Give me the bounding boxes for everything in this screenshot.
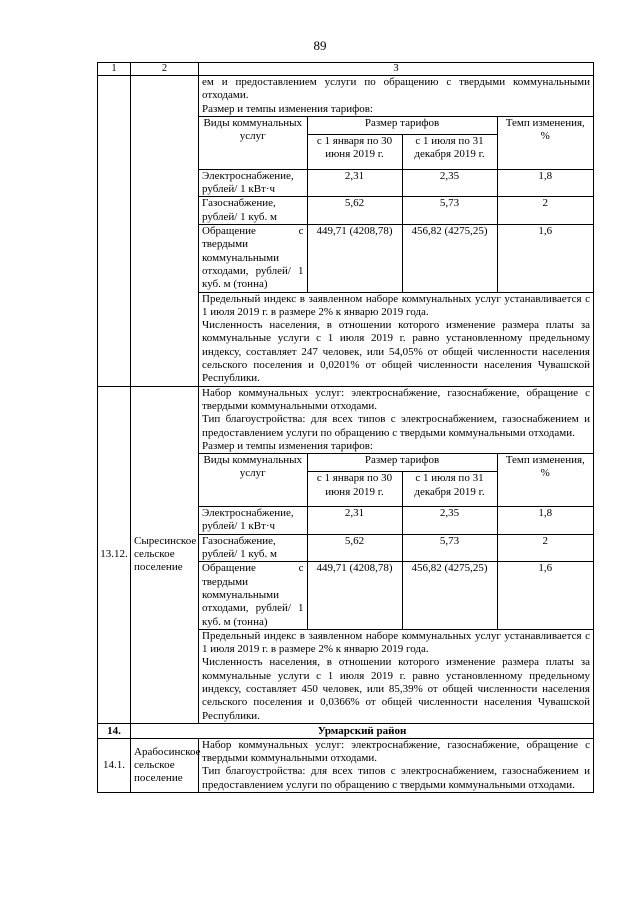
col-header-1: 1 [98,63,131,76]
block2-limit-index: Предельный индекс в заявленном наборе коммунальных услуг устанавливается с 1 июля 2019 г. в размере 2% к январю 2019 года. [202,629,590,656]
tariff-head-period2: с 1 июля по 31 декабря 2019 г. [402,472,497,507]
tariff-head-period1: с 1 января по 30 июня 2019 г. [307,134,402,169]
col-header-3: 3 [199,63,594,76]
block-13-12 [98,386,594,723]
row-number: 14.1. [98,738,131,792]
block1-limit-index: Предельный индекс в заявленном наборе коммунальных услуг устанавливается с 1 июля 2019 г. в размере 2% к январю 2019 года. [202,292,590,318]
section-number: 14. [98,723,131,738]
settlement-name: Арабосинское сельское поселение [131,738,199,792]
block1-tariff-table [199,116,593,293]
tariff-row: Газоснабжение, рублей/ 1 куб. м 5,62 5,73 2 [199,534,593,562]
block2-set: Набор коммунальных услуг: электроснабжение, газоснабжение, обращение с твердыми коммунальными отходами. [202,386,590,412]
section-14-row [98,723,594,738]
tariff-head-rate: Темп изменения, % [497,454,593,507]
column-header-row [98,63,594,76]
block3-set: Набор коммунальных услуг: электроснабжение, газоснабжение, обращение с твердыми коммунальными отходами. [202,738,590,765]
col-header-2: 2 [131,63,199,76]
tariff-row: Газоснабжение, рублей/ 1 куб. м 5,62 5,73 2 [199,197,593,225]
block2-tariffs-title: Размер и темпы изменения тарифов: [202,439,373,452]
block1-tariffs-title: Размер и темпы изменения тарифов: [202,102,373,115]
tariff-head-size: Размер тарифов [307,454,497,472]
main-table [97,62,594,793]
row-number: 13.12. [98,386,131,723]
block1-population: Численность населения, в отношении которого изменение размера платы за коммунальные услуги с 1 июля 2019 г. равно установленному предельному индексу, составляет 247 человек, или 54,05% от общей численности населения сельского поселения и 0,0201% от общей численности населения Чувашской Республики. [202,319,590,385]
block1-intro: ем и предоставлением услуги по обращению с твердыми коммунальными отходами. [202,76,590,102]
tariff-row: Обращение с твердыми коммунальными отходами, рублей/ 1 куб. м (тонна) 449,71 (4208,78) 456,82 (4275,25) 1,6 [199,562,593,629]
block2-type: Тип благоустройства: для всех типов с электроснабжением, газоснабжением и предоставлением услуги по обращению с твердыми коммунальными отходами. [202,413,590,439]
tariff-head-period2: с 1 июля по 31 декабря 2019 г. [402,134,497,169]
tariff-head-period1: с 1 января по 30 июня 2019 г. [307,472,402,507]
block-14-1 [98,738,594,792]
tariff-head-rate: Темп изменения, % [497,116,593,169]
tariff-head-kinds: Виды коммунальных услуг [199,454,307,507]
block2-population: Численность населения, в отношении которого изменение размера платы за коммунальные услуги с 1 июля 2019 г. равно установленному предельному индексу, составляет 450 человек, или 85,39% от общей численности населения сельского поселения и 0,0366% от общей численности населения Чувашской Республики. [202,656,590,722]
page-number: 89 [313,38,327,53]
tariff-row: Обращение с твердыми коммунальными отходами, рублей/ 1 куб. м (тонна) 449,71 (4208,78) 456,82 (4275,25) 1,6 [199,225,593,292]
block-continuation [98,76,594,387]
section-title: Урмарский район [131,723,594,738]
tariff-row: Электроснабжение, рублей/ 1 кВт·ч 2,31 2,35 1,8 [199,169,593,197]
settlement-name: Сыресинское сельское поселение [131,386,199,723]
block2-tariff-table [199,453,593,630]
tariff-row: Электроснабжение, рублей/ 1 кВт·ч 2,31 2,35 1,8 [199,507,593,535]
tariff-head-size: Размер тарифов [307,116,497,134]
tariff-head-kinds: Виды коммунальных услуг [199,116,307,169]
block3-type: Тип благоустройства: для всех типов с электроснабжением, газоснабжением и предоставлением услуги по обращению с твердыми коммунальными отходами. [202,765,590,791]
